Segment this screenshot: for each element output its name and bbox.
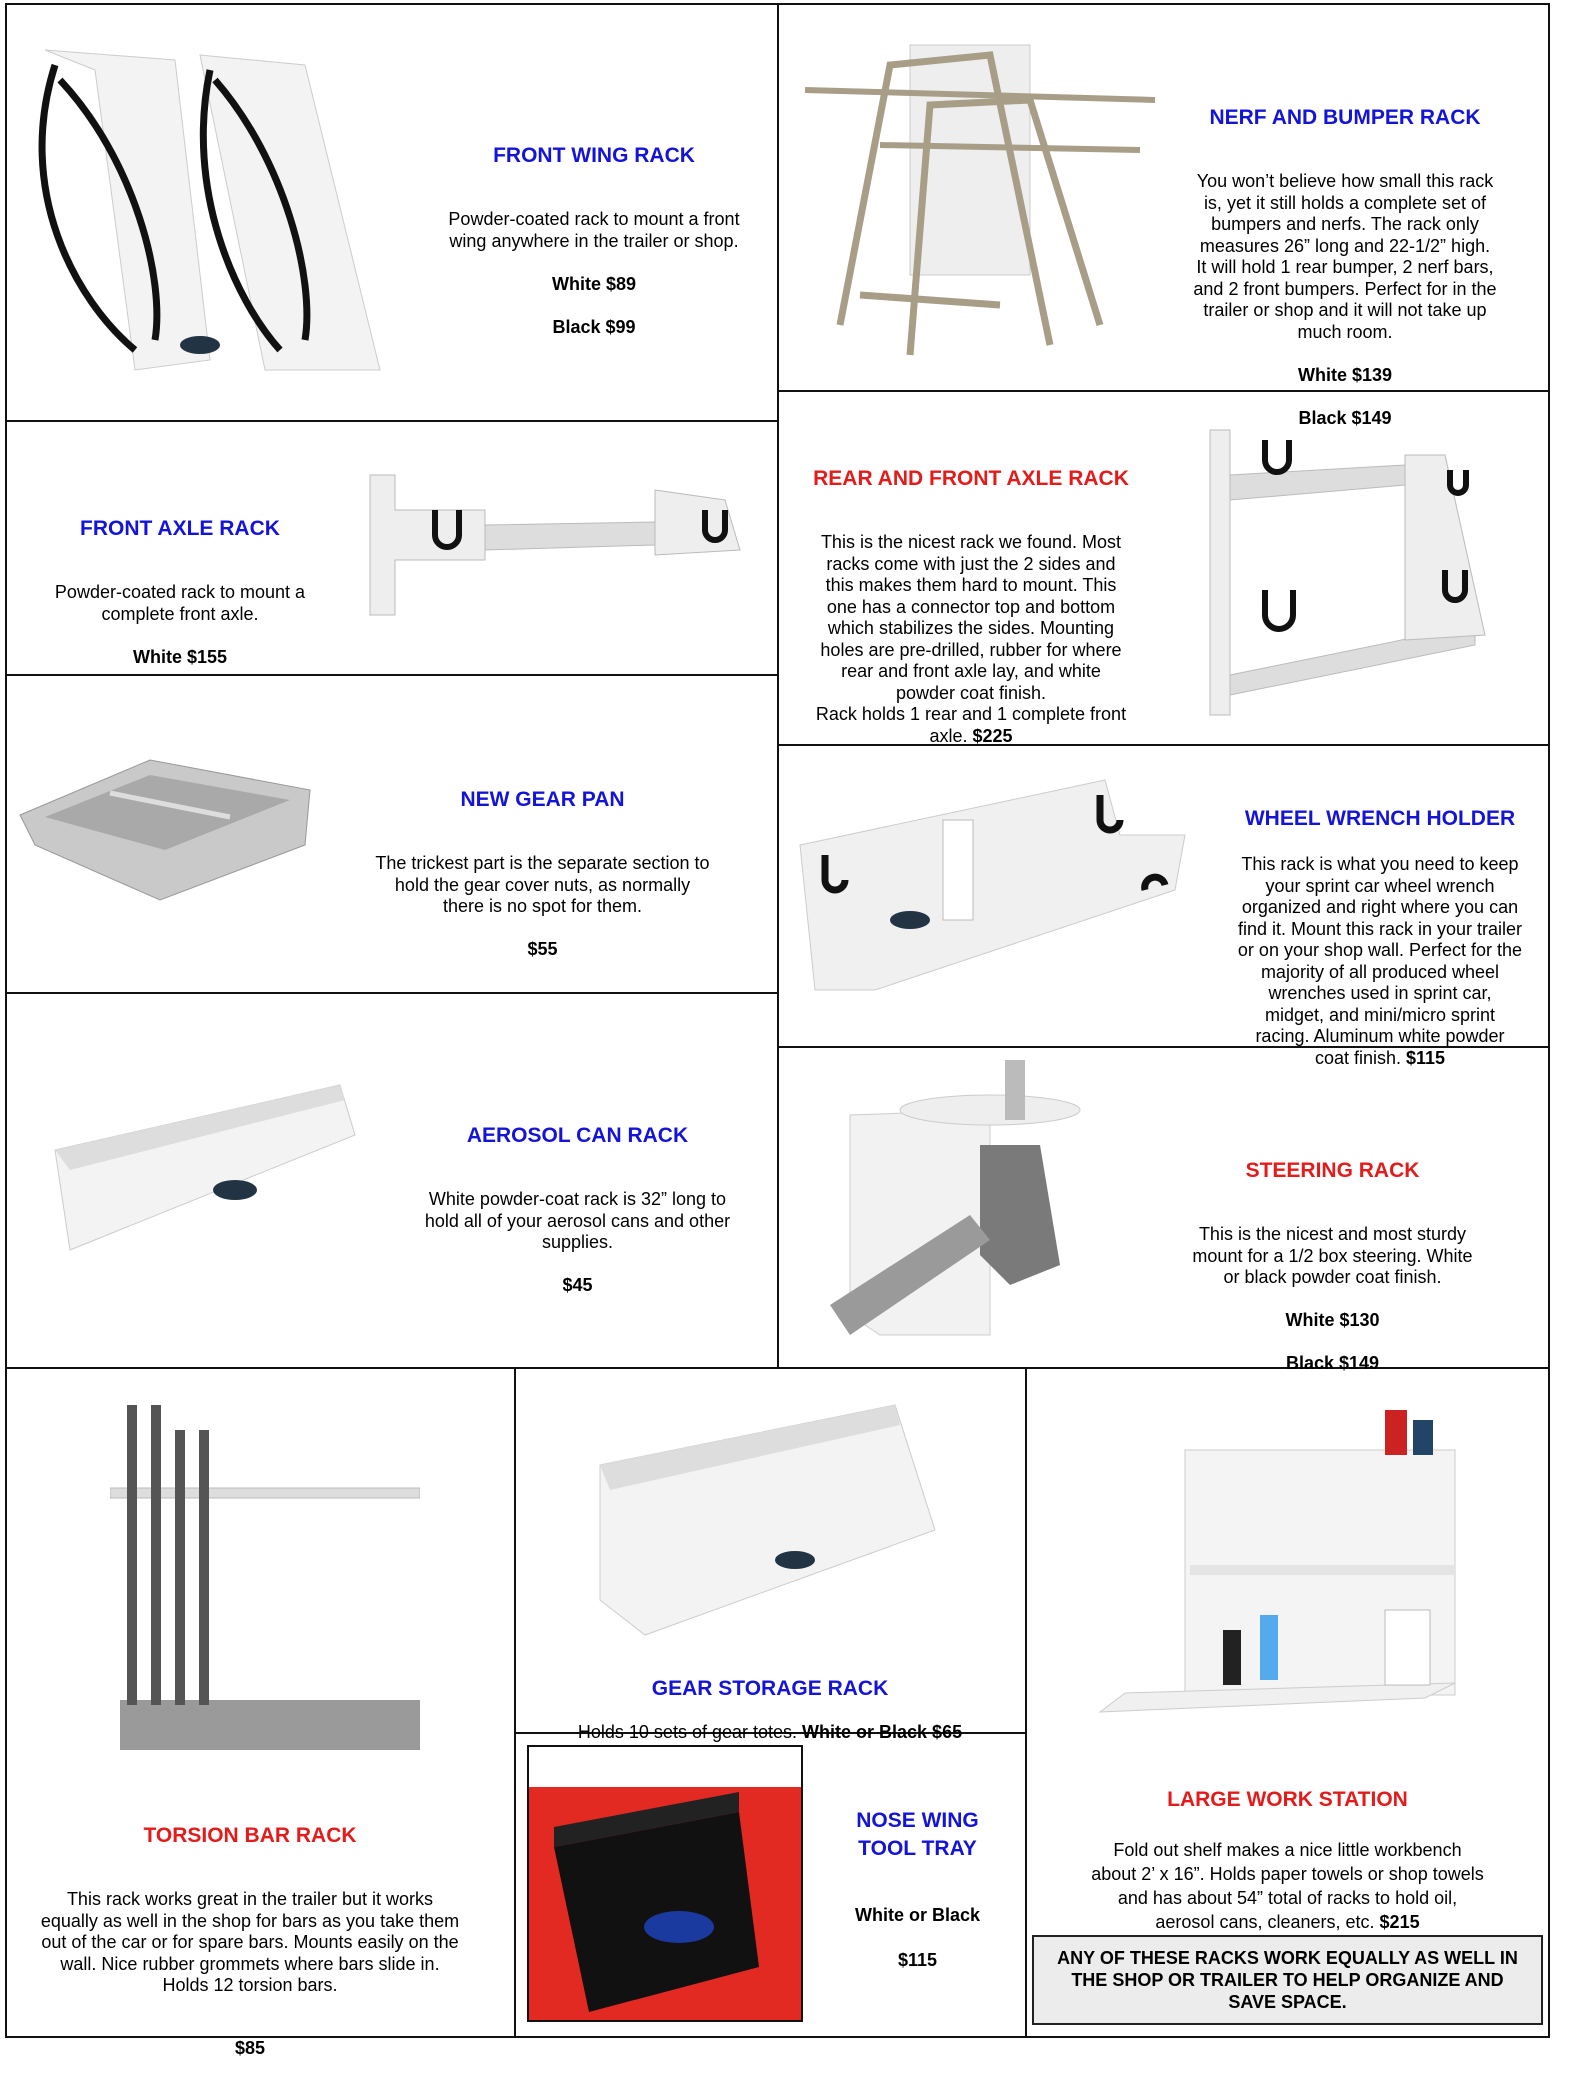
aerosol-can-rack-image (50, 1080, 360, 1260)
product-title: FRONT WING RACK (493, 143, 695, 167)
description-text: Holds 10 sets of gear totes. (577, 1722, 798, 1742)
front-axle-rack-image (365, 470, 765, 620)
steering-rack-text (1150, 1135, 1515, 1396)
product-description: White or Black (854, 1905, 981, 1925)
divider (1025, 1367, 1027, 2038)
footer-note: ANY OF THESE RACKS WORK EQUALLY AS WELL IN THE SHOP OR TRAILER TO HELP ORGANIZE AND SAVE SPACE. (1032, 1935, 1543, 2025)
rear-front-axle-rack-text (790, 443, 1152, 769)
gear-storage-rack-image (595, 1400, 940, 1640)
product-title: AEROSOL CAN RACK (466, 1123, 689, 1147)
gear-storage-rack-text (520, 1655, 1020, 1765)
product-description: The trickest part is the separate section to hold the gear cover nuts, as normally there is no spot for them. (375, 853, 710, 916)
product-title: FRONT AXLE RACK (80, 516, 280, 540)
front-wing-rack-image (35, 40, 395, 380)
rear-front-axle-rack-image (1205, 425, 1490, 720)
wheel-wrench-holder-text (1200, 783, 1560, 1091)
description-text: This rack is what you need to keep your sprint car wheel wrench organized and right where you can find it. Mount this rack in your trailer or on your shop wall. Perfect for the majority of all produced wheel wrenches used in sprint car, midget, and mini/micro sprint racing. Aluminum white powder coat finish. (1237, 854, 1523, 1068)
product-description (790, 532, 1152, 747)
product-title: LARGE WORK STATION (1167, 1788, 1408, 1811)
price: $45 (562, 1275, 593, 1295)
price-white: White $89 (551, 273, 637, 294)
price: White or Black $65 (802, 1722, 963, 1742)
large-work-station-text (1030, 1762, 1545, 1958)
product-description: This is the nicest and most sturdy mount for a 1/2 box steering. White or black powder coat finish. (1192, 1224, 1473, 1287)
product-title: STEERING RACK (1245, 1158, 1420, 1182)
price-black: Black $149 (1298, 407, 1392, 428)
price-white: White $139 (1297, 364, 1393, 385)
price: $115 (1406, 1047, 1446, 1068)
price: $215 (1379, 1912, 1420, 1932)
product-description: You won’t believe how small this rack is, yet it still holds a complete set of bumpers and nerfs. The rack only measures 26” long and 22-1/2” high. It will hold 1 rear bumper, 2 nerf bars, and 2 front bumpers. Perfect for in the trailer or shop and it will not take up much room. (1193, 171, 1497, 342)
product-description: This rack works great in the trailer but it works equally as well in the shop for bars as you take them out of the car or for spare bars. Mounts easily on the wall. Nice rubber grommets where bars slide in. Holds 12 torsion bars. (40, 1889, 460, 1995)
gear-pan-image (15, 755, 315, 905)
price-white: White $155 (132, 646, 228, 667)
steering-rack-image (810, 1055, 1130, 1355)
wheel-wrench-holder-image (795, 775, 1195, 995)
torsion-bar-rack-image (110, 1400, 420, 1760)
product-title: WHEEL WRENCH HOLDER (1244, 806, 1516, 830)
description-text: This is the nicest rack we found. Most racks come with just the 2 sides and this makes them hard to mount. This one has a connector top and bottom which stabilizes the sides. Mounting holes are pre-drilled, rubber for where rear and front axle lay, and white powder coat finish. Rack holds 1 rear and 1 complete front axle. (815, 532, 1127, 746)
divider (5, 420, 778, 422)
price-black: Black $149 (1285, 1353, 1380, 1373)
divider (5, 992, 778, 994)
nose-wing-tool-tray-text (815, 1785, 1020, 1993)
description-text: Fold out shelf makes a nice little workbench about 2’ x 16”. Holds paper towels or shop towels and has about 54” total of racks to hold oil, aerosol cans, cleaners, etc. (1091, 1840, 1484, 1932)
price: $225 (972, 725, 1013, 746)
product-title: TORSION BAR RACK (143, 1823, 357, 1847)
product-description (520, 1722, 1020, 1744)
front-wing-rack-text (410, 120, 778, 360)
product-description (1200, 854, 1560, 1069)
divider (514, 1367, 516, 2038)
product-title: GEAR STORAGE RACK (651, 1676, 889, 1700)
product-description (1030, 1838, 1545, 1934)
product-description: White powder-coat rack is 32” long to hold all of your aerosol cans and other supplies. (424, 1189, 731, 1252)
product-title: NOSE WING TOOL TRAY (856, 1808, 979, 1860)
torsion-bar-rack-text (15, 1800, 485, 2081)
aerosol-can-rack-text (395, 1100, 760, 1318)
price: $85 (234, 2038, 266, 2058)
price-black: Black $99 (552, 316, 636, 337)
product-title: NERF AND BUMPER RACK (1209, 105, 1481, 129)
product-description: Powder-coated rack to mount a front wing anywhere in the trailer or shop. (448, 209, 740, 251)
nose-wing-tool-tray-image (527, 1745, 803, 2022)
nerf-bumper-rack-image (800, 25, 1160, 370)
front-axle-rack-text (20, 493, 340, 690)
price: $115 (897, 1949, 938, 1970)
nerf-bumper-rack-text (1150, 82, 1540, 451)
gear-pan-text (360, 764, 725, 982)
product-title: NEW GEAR PAN (460, 787, 625, 811)
price-white: White $130 (1285, 1310, 1380, 1330)
product-title: REAR AND FRONT AXLE RACK (813, 466, 1129, 490)
product-description: Powder-coated rack to mount a complete front axle. (54, 582, 306, 624)
large-work-station-image (1095, 1400, 1465, 1720)
price: $55 (527, 939, 558, 959)
